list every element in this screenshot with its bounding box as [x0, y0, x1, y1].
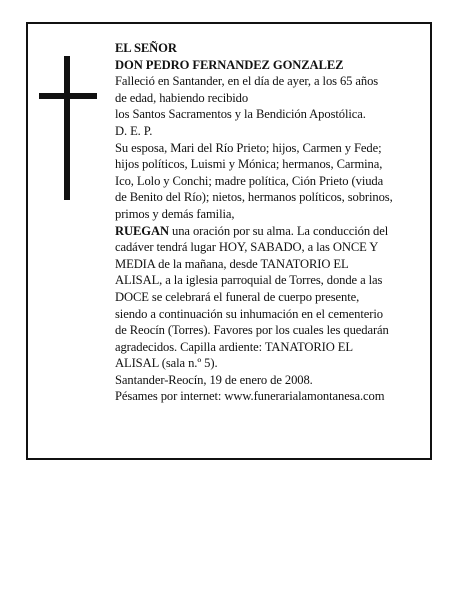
condolences-text: Pésames por internet: www.funerarialamontanesa.com	[115, 389, 385, 404]
place-date: Santander-Reocín, 19 de enero de 2008.	[115, 372, 313, 387]
deceased-name: DON PEDRO FERNANDEZ GONZALEZ	[115, 57, 344, 72]
cross-icon	[39, 56, 97, 200]
dep-text: D. E. P.	[115, 123, 153, 138]
request-line: agradecidos. Capilla ardiente: TANATORIO EL	[115, 339, 353, 354]
request-line: cadáver tendrá lugar HOY, SABADO, a las ONCE Y	[115, 240, 379, 255]
request-line: DOCE se celebrará el funeral de cuerpo presente,	[115, 289, 360, 304]
announcement-line: Falleció en Santander, en el día de ayer, a los 65 años	[115, 74, 379, 89]
family-line: hijos políticos, Luismi y Mónica; hermanos, Carmina,	[115, 157, 383, 172]
announcement-line: los Santos Sacramentos y la Bendición Apostólica.	[115, 107, 366, 122]
request-line: ALISAL (sala n.º 5).	[115, 356, 218, 371]
family-line: de Benito del Río); nietos, hermanos políticos, sobrinos,	[115, 190, 393, 205]
notice-title-line-1: EL SEÑOR	[115, 41, 177, 55]
cross-horizontal-bar	[39, 93, 97, 99]
request-line: MEDIA de la mañana, desde TANATORIO EL	[115, 256, 349, 271]
obituary-notice	[26, 22, 432, 460]
request-line: siendo a continuación su inhumación en el cementerio	[115, 306, 383, 321]
family-line: primos y demás familia,	[115, 206, 235, 221]
request-line: ALISAL, a la iglesia parroquial de Torres, donde a las	[115, 273, 383, 288]
request-line: de Reocín (Torres). Favores por los cuales les quedarán	[115, 323, 389, 338]
obituary-text	[115, 40, 425, 405]
request-line	[115, 223, 425, 240]
family-line: Su esposa, Mari del Río Prieto; hijos, Carmen y Fede;	[115, 140, 382, 155]
family-line: Ico, Lolo y Conchi; madre política, Ción Prieto (viuda	[115, 173, 384, 188]
announcement-line: de edad, habiendo recibido	[115, 90, 249, 105]
request-keyword: RUEGAN	[115, 223, 169, 238]
request-line-rest: una oración por su alma. La conducción del	[168, 223, 389, 238]
cross-vertical-bar	[64, 56, 70, 200]
